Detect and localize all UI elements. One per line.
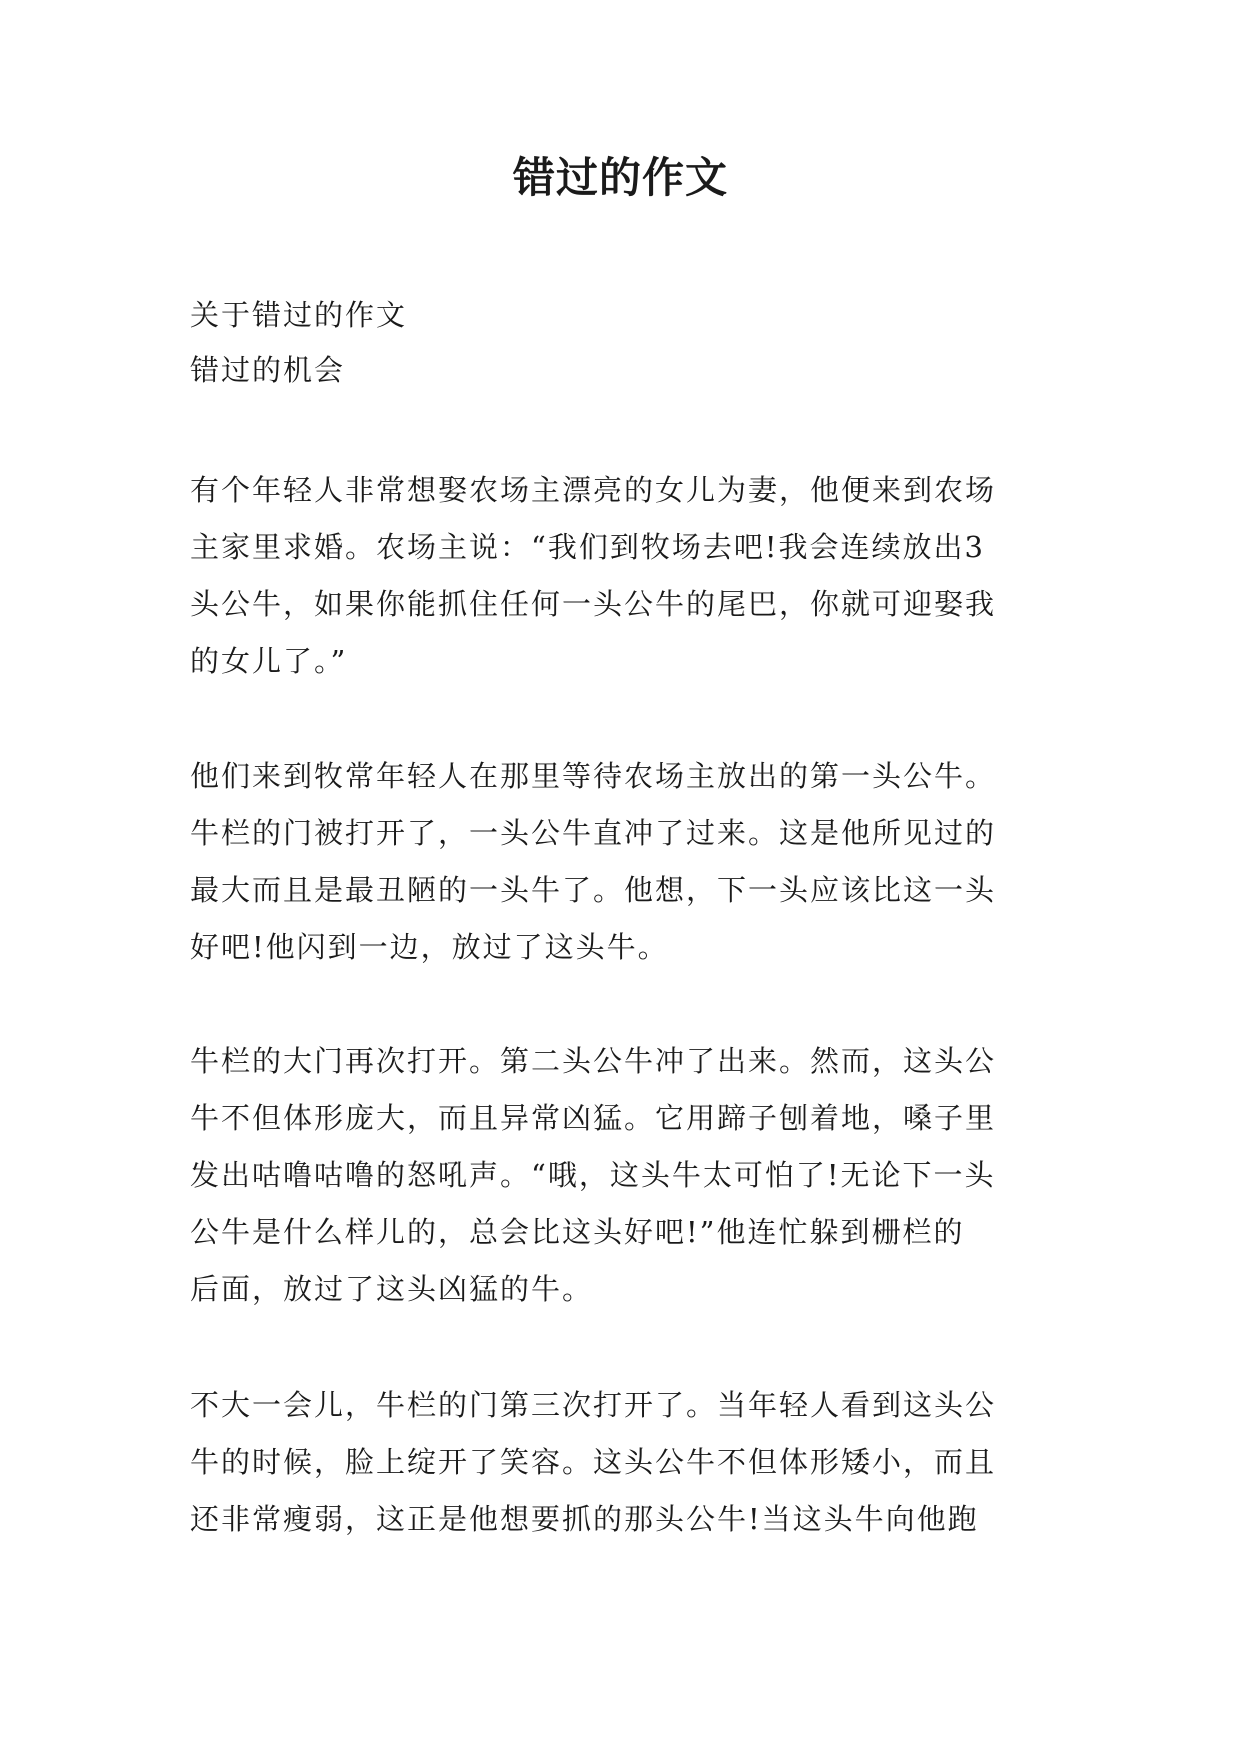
paragraph-line: 后面，放过了这头凶猛的牛。 bbox=[190, 1272, 594, 1306]
subtitle-line: 错过的机会 bbox=[190, 353, 346, 387]
paragraph-line: 公牛是什么样儿的，总会比这头好吧!”他连忙躲到栅栏的 bbox=[190, 1215, 965, 1249]
paragraph bbox=[190, 1033, 1070, 1318]
paragraph bbox=[190, 1377, 1070, 1548]
paragraph bbox=[190, 748, 1070, 976]
subtitle-block bbox=[190, 288, 1070, 398]
paragraph-line: 牛栏的门被打开了，一头公牛直冲了过来。这是他所见过的 bbox=[190, 816, 997, 850]
paragraph-line: 牛不但体形庞大，而且异常凶猛。它用蹄子刨着地，嗓子里 bbox=[190, 1101, 997, 1135]
paragraph-line: 发出咕噜咕噜的怒吼声。“哦，这头牛太可怕了!无论下一头 bbox=[190, 1158, 996, 1192]
paragraph-line: 有个年轻人非常想娶农场主漂亮的女儿为妻，他便来到农场 bbox=[190, 473, 997, 507]
paragraph-line: 好吧!他闪到一边，放过了这头牛。 bbox=[190, 930, 669, 964]
subtitle-line: 关于错过的作文 bbox=[190, 298, 408, 332]
paragraph bbox=[190, 462, 1070, 690]
document-title: 错过的作文 bbox=[512, 153, 728, 202]
paragraph-line: 不大一会儿，牛栏的门第三次打开了。当年轻人看到这头公 bbox=[190, 1388, 997, 1422]
paragraph-line: 最大而且是最丑陋的一头牛了。他想，下一头应该比这一头 bbox=[190, 873, 997, 907]
paragraph-line: 牛的时候，脸上绽开了笑容。这头公牛不但体形矮小，而且 bbox=[190, 1445, 997, 1479]
paragraph-line: 牛栏的大门再次打开。第二头公牛冲了出来。然而，这头公 bbox=[190, 1044, 997, 1078]
paragraph-line: 头公牛，如果你能抓住任何一头公牛的尾巴，你就可迎娶我 bbox=[190, 587, 997, 621]
paragraph-line: 的女儿了。” bbox=[190, 644, 348, 678]
paragraph-line: 还非常瘦弱，这正是他想要抓的那头公牛!当这头牛向他跑 bbox=[190, 1502, 979, 1536]
paragraph-line: 他们来到牧常年轻人在那里等待农场主放出的第一头公牛。 bbox=[190, 759, 997, 793]
paragraph-line: 主家里求婚。农场主说：“我们到牧场去吧!我会连续放出3 bbox=[190, 530, 985, 564]
